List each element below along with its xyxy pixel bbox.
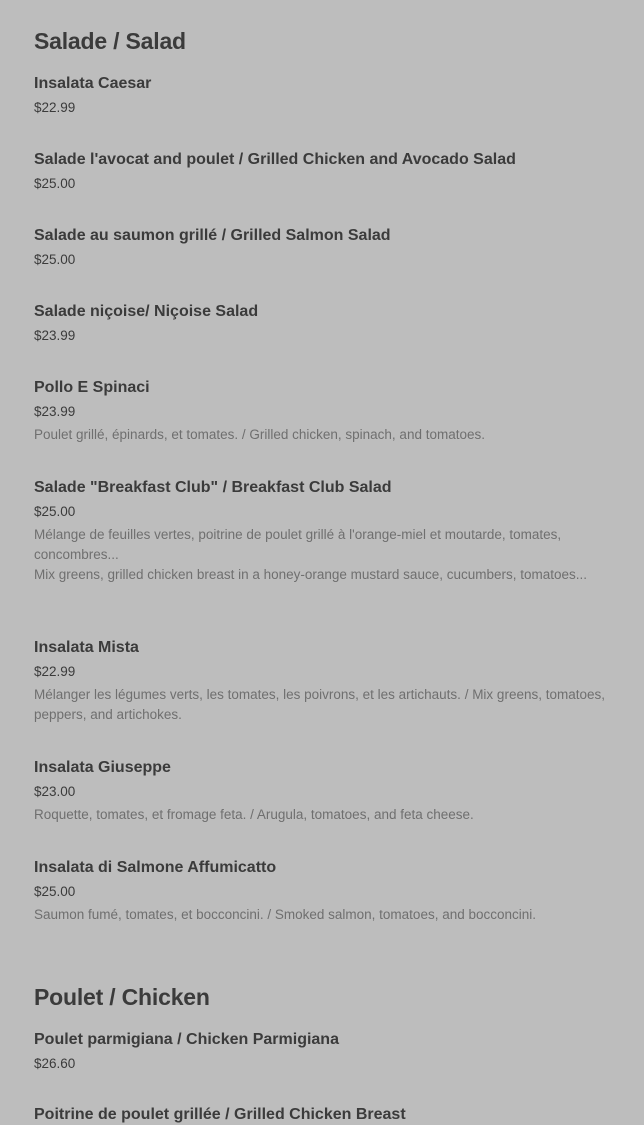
item-name[interactable]: Insalata Caesar: [34, 75, 152, 92]
item-description: Poulet grillé, épinards, et tomates. / Grilled chicken, spinach, and tomatoes.: [34, 427, 485, 442]
item-description: Mélanger les légumes verts, les tomates, les poivrons, et les artichauts. / Mix greens, tomatoes, peppers, and artichokes.: [34, 687, 605, 722]
menu-item-breakfast-club-salad[interactable]: [34, 478, 610, 585]
item-price: $25.00: [34, 884, 76, 899]
item-name[interactable]: Salade l'avocat and poulet / Grilled Chicken and Avocado Salad: [34, 151, 516, 168]
item-description: [34, 525, 610, 585]
menu-item-grilled-salmon-salad[interactable]: [34, 226, 610, 269]
item-name[interactable]: Salade "Breakfast Club" / Breakfast Club Salad: [34, 479, 392, 496]
item-price: $26.60: [34, 1056, 76, 1071]
item-price: $23.99: [34, 404, 76, 419]
item-description-line-fr: Mélange de feuilles vertes, poitrine de poulet grillé à l'orange-miel et moutarde, tomates, concombres...: [34, 527, 562, 562]
section-title-chicken: Poulet / Chicken: [34, 984, 210, 1010]
menu-item-insalata-giuseppe[interactable]: [34, 758, 610, 825]
menu-item-nicoise-salad[interactable]: [34, 302, 610, 345]
item-name[interactable]: Pollo E Spinaci: [34, 379, 150, 396]
item-price: $25.00: [34, 252, 76, 267]
item-name[interactable]: Poitrine de poulet grillée / Grilled Chicken Breast: [34, 1106, 406, 1123]
item-price: $23.99: [34, 328, 76, 343]
item-name[interactable]: Insalata Giuseppe: [34, 759, 171, 776]
item-description: Roquette, tomates, et fromage feta. / Arugula, tomatoes, and feta cheese.: [34, 807, 474, 822]
menu-item-insalata-di-salmone[interactable]: [34, 858, 610, 925]
item-name[interactable]: Insalata Mista: [34, 639, 139, 656]
section-title-salad: Salade / Salad: [34, 28, 186, 54]
item-name[interactable]: Insalata di Salmone Affumicatto: [34, 859, 277, 876]
item-description: Saumon fumé, tomates, et bocconcini. / Smoked salmon, tomatoes, and bocconcini.: [34, 907, 537, 922]
item-description-line-en: Mix greens, grilled chicken breast in a honey-orange mustard sauce, cucumbers, tomatoes...: [34, 567, 588, 582]
item-name[interactable]: Poulet parmigiana / Chicken Parmigiana: [34, 1031, 339, 1048]
menu-item-chicken-parmigiana[interactable]: [34, 1030, 610, 1073]
menu-item-insalata-mista[interactable]: [34, 638, 610, 725]
item-price: $22.99: [34, 100, 76, 115]
menu-item-insalata-caesar[interactable]: [34, 74, 610, 117]
menu-item-grilled-chicken-breast[interactable]: [34, 1105, 610, 1125]
item-price: $22.99: [34, 664, 76, 679]
item-name[interactable]: Salade au saumon grillé / Grilled Salmon Salad: [34, 227, 391, 244]
menu-item-pollo-e-spinaci[interactable]: [34, 378, 610, 445]
item-price: $23.00: [34, 784, 76, 799]
menu-item-avocado-chicken-salad[interactable]: [34, 150, 610, 193]
item-price: $25.00: [34, 504, 76, 519]
item-price: $25.00: [34, 176, 76, 191]
item-name[interactable]: Salade niçoise/ Niçoise Salad: [34, 303, 259, 320]
